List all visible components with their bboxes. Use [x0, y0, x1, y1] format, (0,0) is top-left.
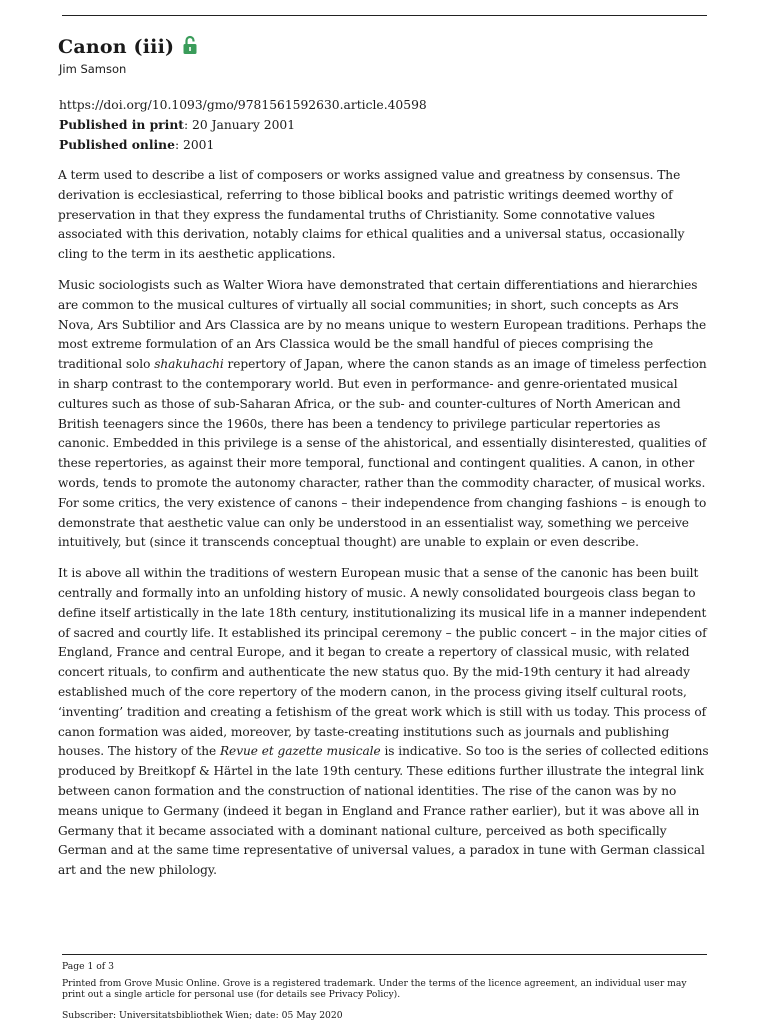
published-print	[59, 115, 427, 135]
subscriber-line: Subscriber: Universitatsbibliothek Wien; date: 05 May 2020	[62, 1009, 343, 1021]
print-notice: Printed from Grove Music Online. Grove is a registered trademark. Under the terms of the licence agreement, an individual user may print out a single article for personal use (for details see Privacy Policy).	[62, 977, 687, 1000]
author-name: Jim Samson	[59, 62, 127, 76]
page-number: Page 1 of 3	[62, 961, 114, 972]
article-body	[58, 166, 710, 892]
title-row	[58, 36, 198, 58]
doi-link[interactable]: https://doi.org/10.1093/gmo/9781561592630.article.40598	[59, 98, 427, 112]
published-print-label: Published in print	[59, 117, 184, 132]
paragraph-2-text-b: repertory of Japan, where the canon stands as an image of timeless perfection in sharp contrast to the contemporary world. But even in performance- and genre-orientated musical cultures such as those of sub-Saharan Africa, or the sub- and counter-cultures of North American and British teenagers since the 1960s, there has been a tendency to privilege particular repertories as canonic. Embedded in this privilege is a sense of the ahistorical, and essentially disinterested, qualities of these repertories, as against their more temporal, functional and contingent qualities. A canon, in other words, tends to promote the autonomy character, rather than the commodity character, of musical works. For some critics, the very existence of canons – their independence from changing fashions – is enough to demonstrate that aesthetic value can only be understood in an essentialist way, something we perceive intuitively, but (since it transcends conceptual thought) are unable to explain or even describe.	[58, 357, 707, 550]
top-divider	[62, 15, 707, 16]
published-online-value: : 2001	[174, 138, 215, 152]
paragraph-2-italic: shakuhachi	[154, 357, 224, 372]
paragraph-3-text-a: It is above all within the traditions of western European music that a sense of the canonic has been built centrally and formally into an unfolding history of music. A newly consolidated bourgeois class began to define itself artistically in the late 18th century, institutionalizing its musical life in a manner independent of sacred and courtly life. It established its principal ceremony – the public concert – in the major cities of England, France and central Europe, and it began to create a repertory of classical music, with related concert rituals, to confirm and authenticate the new status quo. By the mid-19th century it had already established much of the core repertory of the modern canon, in the process giving itself cultural roots, ‘inventing’ tradition and creating a fetishism of the great work which is still with us today. This process of canon formation was aided, moreover, by taste-creating institutions such as journals and publishing houses. The history of the	[58, 566, 707, 759]
published-online-label: Published online	[59, 137, 175, 152]
open-access-lock-icon	[182, 35, 198, 55]
paragraph-3	[58, 564, 710, 881]
paragraph-2-text-a: Music sociologists such as Walter Wiora have demonstrated that certain differentiations and hierarchies are common to the musical cultures of virtually all social communities; in short, such concepts as Ars Nova, Ars Subtilior and Ars Classica are by no means unique to western European traditions. Perhaps the most extreme formulation of an Ars Classica would be the small handful of pieces comprising the traditional solo	[58, 277, 707, 372]
paragraph-2	[58, 276, 710, 553]
article-metadata	[59, 95, 427, 155]
article-title: Canon (iii)	[58, 36, 175, 58]
paragraph-3-text-b: is indicative. So too is the series of collected editions produced by Breitkopf & Härtel in the late 19th century. These editions further illustrate the integral link between canon formation and the construction of national identities. The rise of the canon was by no means unique to Germany (indeed it began in England and France rather earlier), but it was above all in Germany that it became associated with a dominant national culture, perceived as both specifically German and at the same time representative of universal values, a paradox in tune with German classical art and the new philology.	[58, 744, 709, 878]
footer-divider	[62, 954, 707, 955]
paragraph-3-italic: Revue et gazette musicale	[219, 744, 381, 759]
page-footer	[62, 961, 712, 1021]
published-print-value: : 20 January 2001	[183, 118, 296, 132]
published-online	[59, 135, 427, 155]
paragraph-1: A term used to describe a list of composers or works assigned value and greatness by consensus. The derivation is ecclesiastical, referring to those biblical books and patristic writings deemed worthy of preservation in that they express the fundamental truths of Christianity. Some connotative values associated with this derivation, notably claims for ethical qualities and a universal status, occasionally cling to the term in its aesthetic applications.	[58, 168, 685, 262]
